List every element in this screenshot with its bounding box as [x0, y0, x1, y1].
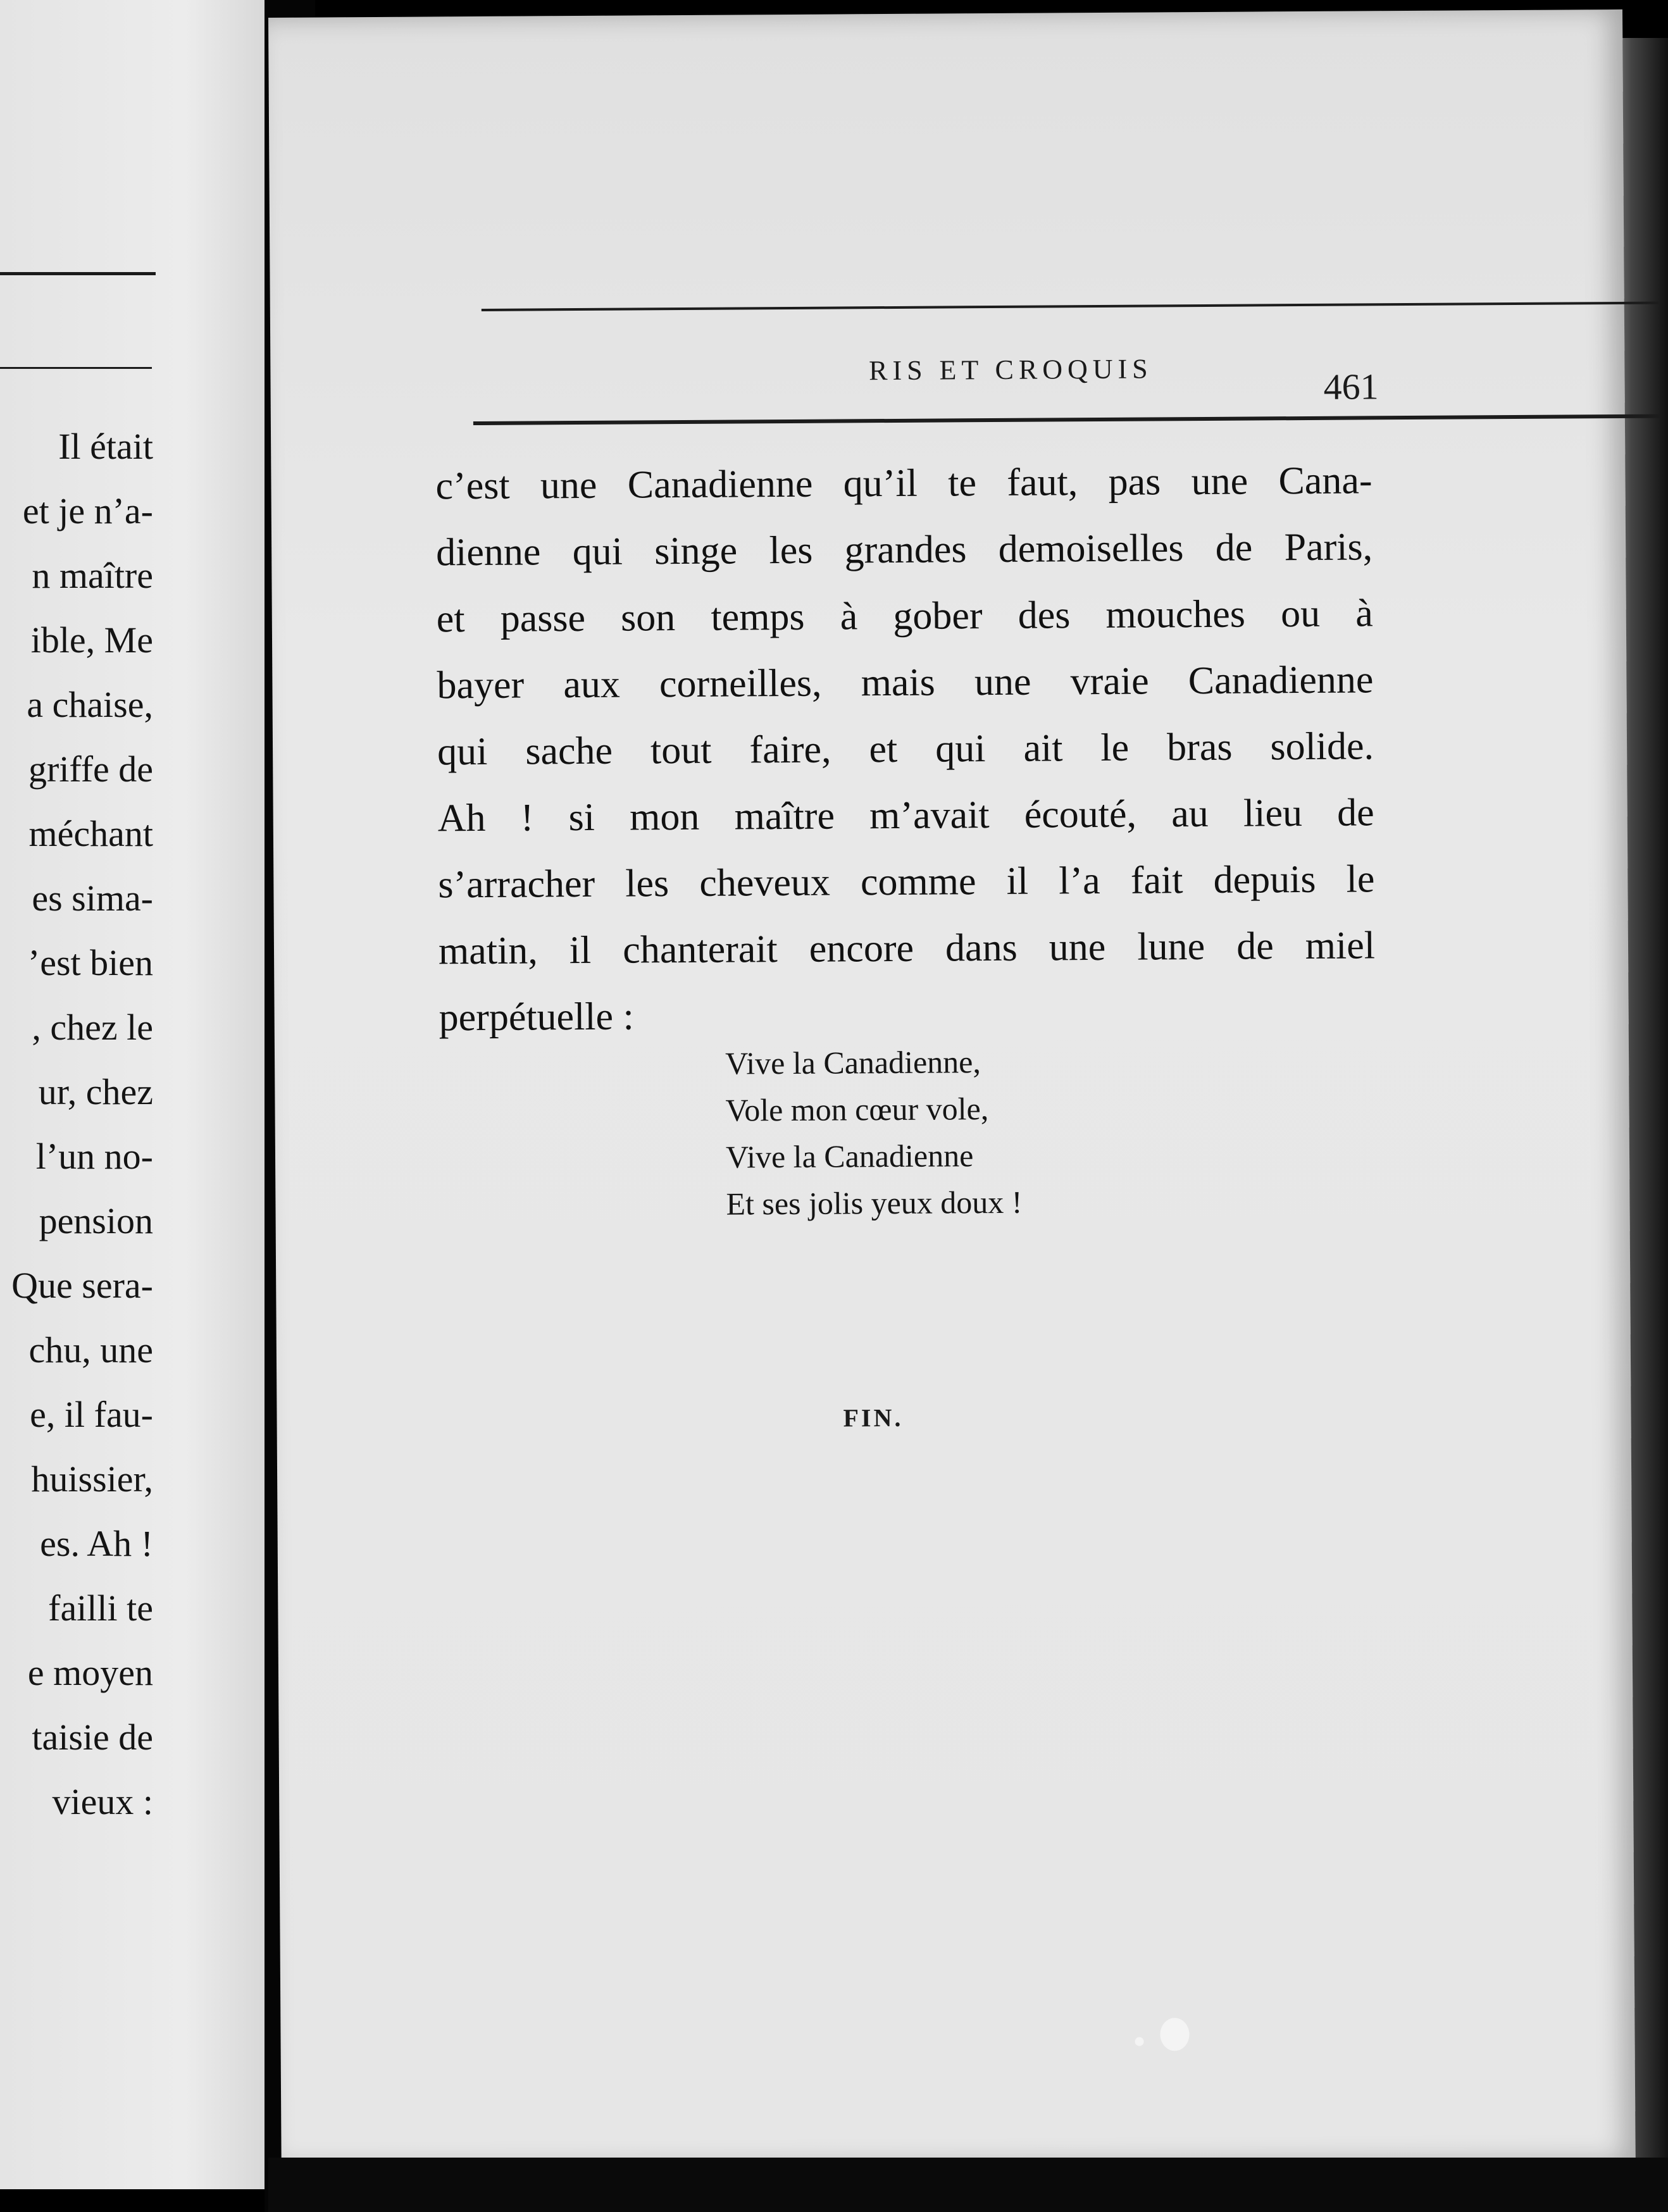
verse-line: Vive la Canadienne [725, 1138, 974, 1175]
left-line: pension [39, 1200, 153, 1241]
left-line: taisie de [32, 1717, 153, 1758]
left-line: failli te [48, 1588, 153, 1629]
paper-speck [1160, 2018, 1189, 2051]
left-line: vieux : [52, 1781, 153, 1822]
scan-border [268, 2158, 1668, 2212]
left-page [0, 0, 265, 2189]
body-line: dienne qui singe les grandes demoiselles de Paris, [435, 525, 1373, 575]
body-line: s’arracher les cheveux comme il l’a fait depuis le [438, 857, 1375, 907]
left-line: , chez le [32, 1007, 153, 1048]
left-line: ible, Me [30, 619, 153, 661]
header-rule-bottom [473, 414, 1660, 425]
verse-line: Vive la Canadienne, [725, 1044, 981, 1081]
left-line: et je n’a- [22, 490, 153, 531]
left-page-text [11, 414, 153, 1834]
left-line: ur, chez [38, 1071, 153, 1112]
left-line: e, il fau- [30, 1394, 153, 1435]
left-line: l’un no- [35, 1136, 153, 1177]
left-line: huissier, [31, 1458, 153, 1500]
left-line: chu, une [28, 1329, 153, 1370]
left-line: es sima- [32, 878, 153, 919]
page-number: 461 [1323, 366, 1379, 407]
paper-speck [1135, 2037, 1144, 2046]
body-line: perpétuelle : [439, 995, 634, 1040]
left-line: a chaise, [27, 684, 153, 725]
verse-block [725, 1038, 1023, 1227]
body-line: bayer aux corneilles, mais une vraie Canadienne [437, 658, 1374, 707]
left-header-rule-lower [0, 367, 152, 369]
left-line: Il était [58, 426, 153, 467]
verse-line: Et ses jolis yeux doux ! [726, 1184, 1023, 1222]
end-mark: FIN. [843, 1403, 904, 1432]
left-line: méchant [28, 813, 153, 854]
left-line: Que sera- [11, 1265, 153, 1306]
body-line: et passe son temps à gober des mouches ou à [436, 592, 1373, 641]
left-line: n maître [32, 555, 153, 596]
body-line: Ah ! si mon maître m’avait écouté, au lieu de [437, 791, 1374, 840]
left-line: e moyen [27, 1652, 153, 1693]
body-paragraph [435, 447, 1376, 1051]
running-title: RIS ET CROQUIS [868, 353, 1153, 387]
right-page [268, 9, 1636, 2169]
body-line: qui sache tout faire, et qui ait le bras solide. [437, 724, 1374, 774]
verse-line: Vole mon cœur vole, [725, 1091, 989, 1128]
header-rule-top [482, 302, 1659, 311]
left-line: ’est bien [27, 942, 153, 983]
body-line: c’est une Canadienne qu’il te faut, pas une Cana- [435, 459, 1372, 508]
body-line: matin, il chanterait encore dans une lune de miel [438, 924, 1376, 973]
left-header-rule [0, 272, 156, 275]
left-line: es. Ah ! [40, 1523, 153, 1564]
left-line: griffe de [28, 749, 153, 790]
